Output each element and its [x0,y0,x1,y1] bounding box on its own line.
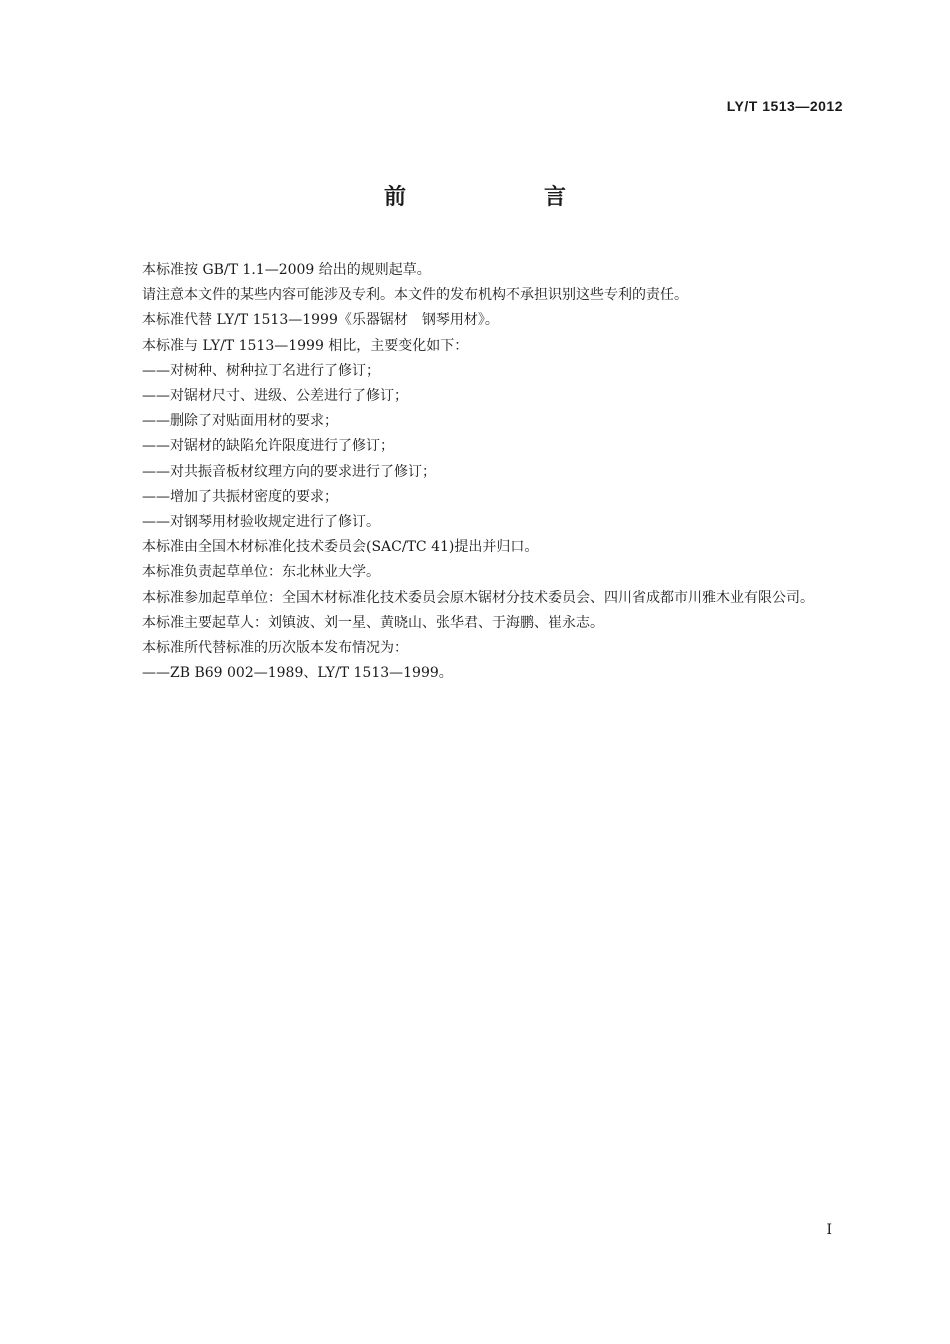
page-title: 前 言 [383,185,624,210]
list-item: ——ZB B69 002—1989、LY/T 1513—1999。 [142,665,453,682]
list-item: ——对共振音板材纹理方向的要求进行了修订； [142,463,436,480]
list-item: ——增加了共振材密度的要求； [142,488,338,505]
paragraph: 本标准按 GB/T 1.1—2009 给出的规则起草。 [142,262,431,278]
paragraph: 本标准与 LY/T 1513—1999 相比，主要变化如下： [142,337,469,354]
paragraph: 本标准所代替标准的历次版本发布情况为： [142,640,408,657]
paragraph: 本标准代替 LY/T 1513—1999《乐器锯材 钢琴用材》。 [142,312,499,329]
list-item: ——对钢琴用材验收规定进行了修订。 [142,514,380,531]
paragraph: 本标准主要起草人：刘镇波、刘一星、黄晓山、张华君、于海鹏、崔永志。 [142,614,604,631]
list-item: ——对锯材的缺陷允许限度进行了修订； [142,438,394,455]
paragraph: 本标准负责起草单位：东北林业大学。 [142,564,380,581]
paragraph: 请注意本文件的某些内容可能涉及专利。本文件的发布机构不承担识别这些专利的责任。 [142,287,688,304]
list-item: ——删除了对贴面用材的要求； [142,413,338,430]
document-code: LY/T 1513—2012 [726,98,843,114]
preface-body [108,258,843,686]
page-number: I [826,1222,832,1238]
list-item: ——对树种、树种拉丁名进行了修订； [142,362,380,379]
paragraph: 本标准由全国木材标准化技术委员会(SAC/TC 41)提出并归口。 [142,539,539,556]
list-item: ——对锯材尺寸、进级、公差进行了修订； [142,388,408,405]
paragraph: 本标准参加起草单位：全国木材标准化技术委员会原木锯材分技术委员会、四川省成都市川雅木业有限公司。 [142,589,814,606]
